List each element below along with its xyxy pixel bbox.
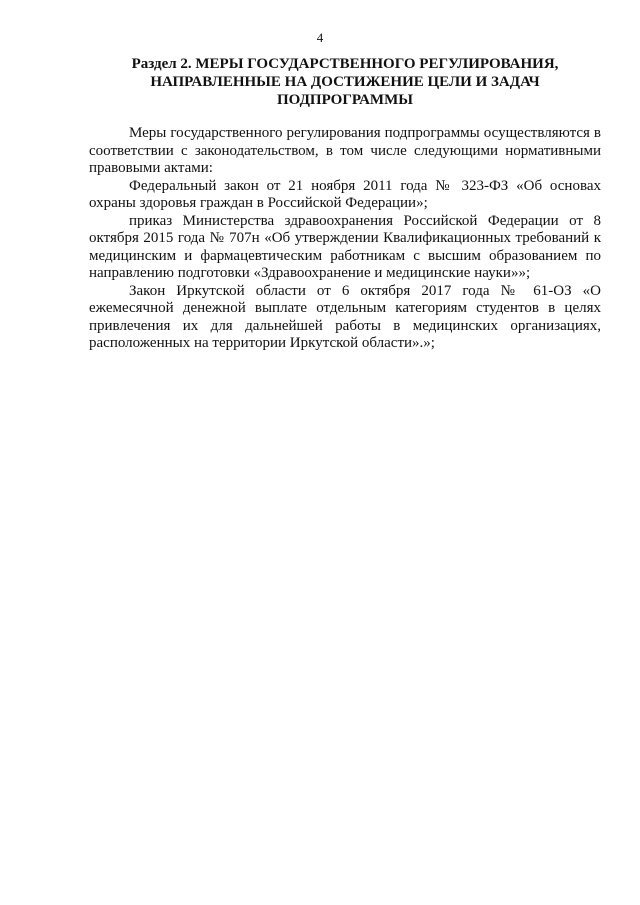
section-heading-line-3: ПОДПРОГРАММЫ bbox=[277, 92, 413, 108]
ministry-order-paragraph: приказ Министерства здравоохранения Российской Федерации от 8 октября 2015 года № 707н «Об утверждении Квалификационных требований к медицинским и фармацевтическим работникам с высшим образованием по направлению подготовки «Здравоохранение и медицинские науки»»; bbox=[89, 212, 601, 281]
federal-law-paragraph: Федеральный закон от 21 ноября 2011 года № 323-ФЗ «Об основах охраны здоровья граждан в Российской Федерации»; bbox=[89, 177, 601, 211]
regional-law-paragraph: Закон Иркутской области от 6 октября 2017 года № 61-ОЗ «О ежемесячной денежной выплате отдельным категориям студентов в целях привлечения их для дальнейшей работы в медицинских организациях, расположенных на территории Иркутской области».»; bbox=[89, 282, 601, 351]
section-heading bbox=[90, 55, 600, 109]
section-heading-line-1: Раздел 2. МЕРЫ ГОСУДАРСТВЕННОГО РЕГУЛИРОВАНИЯ, bbox=[131, 56, 559, 72]
page-number: 4 bbox=[316, 30, 324, 45]
body-text bbox=[89, 125, 601, 353]
intro-paragraph: Меры государственного регулирования подпрограммы осуществляются в соответствии с законодательством, в том числе следующими нормативными правовыми актами: bbox=[89, 125, 601, 176]
section-heading-line-2: НАПРАВЛЕННЫЕ НА ДОСТИЖЕНИЕ ЦЕЛИ И ЗАДАЧ bbox=[150, 74, 540, 90]
